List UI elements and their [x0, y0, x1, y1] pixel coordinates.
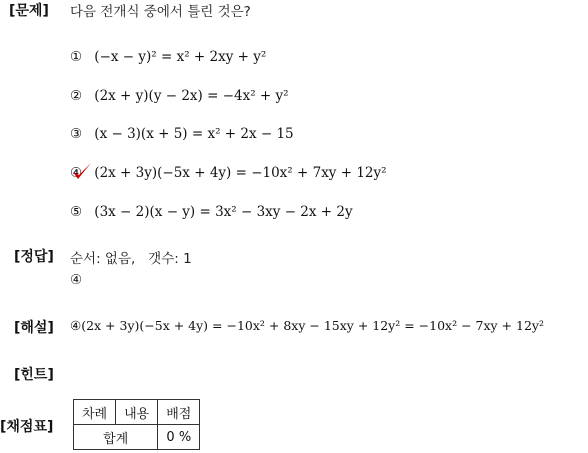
option-number: ④ [70, 165, 83, 181]
option-3 [70, 126, 294, 142]
option-number: ② [70, 88, 83, 104]
answer-label: [정답] [14, 249, 54, 265]
option-expression: (3x − 2)(x − y) = 3x² − 3xy − 2x + 2y [94, 204, 353, 220]
hint-label: [힌트] [14, 367, 54, 383]
option-expression: (2x + 3y)(−5x + 4y) = −10x² + 7xy + 12y² [94, 165, 387, 181]
total-value: 0 % [158, 425, 200, 450]
question-text: 다음 전개식 중에서 틀린 것은? [70, 4, 251, 20]
problem-label: [문제] [9, 3, 49, 19]
checkmark-icon [71, 160, 93, 182]
option-number: ③ [70, 126, 83, 142]
explanation-label: [해설] [14, 320, 54, 336]
option-expression: (2x + y)(y − 2x) = −4x² + y² [94, 88, 289, 104]
table-header: 배점 [158, 400, 200, 425]
option-number: ① [70, 49, 83, 65]
answer-line-2: ④ [70, 272, 83, 288]
explanation-text: ④(2x + 3y)(−5x + 4y) = −10x² + 8xy − 15xy + 12y² = −10x² − 7xy + 12y² [70, 318, 544, 333]
grading-table [73, 399, 200, 450]
option-number: ⑤ [70, 204, 83, 220]
total-label: 합계 [74, 425, 158, 450]
option-expression: (−x − y)² = x² + 2xy + y² [94, 49, 267, 65]
option-expression: (x − 3)(x + 5) = x² + 2x − 15 [94, 126, 294, 142]
option-1 [70, 49, 266, 65]
table-header: 내용 [116, 400, 158, 425]
answer-line-1: 순서: 없음, 갯수: 1 [70, 251, 192, 267]
grading-label: [채점표] [0, 419, 54, 435]
table-header: 차례 [74, 400, 116, 425]
option-2 [70, 88, 289, 104]
option-4 [70, 165, 387, 181]
option-5 [70, 204, 353, 220]
